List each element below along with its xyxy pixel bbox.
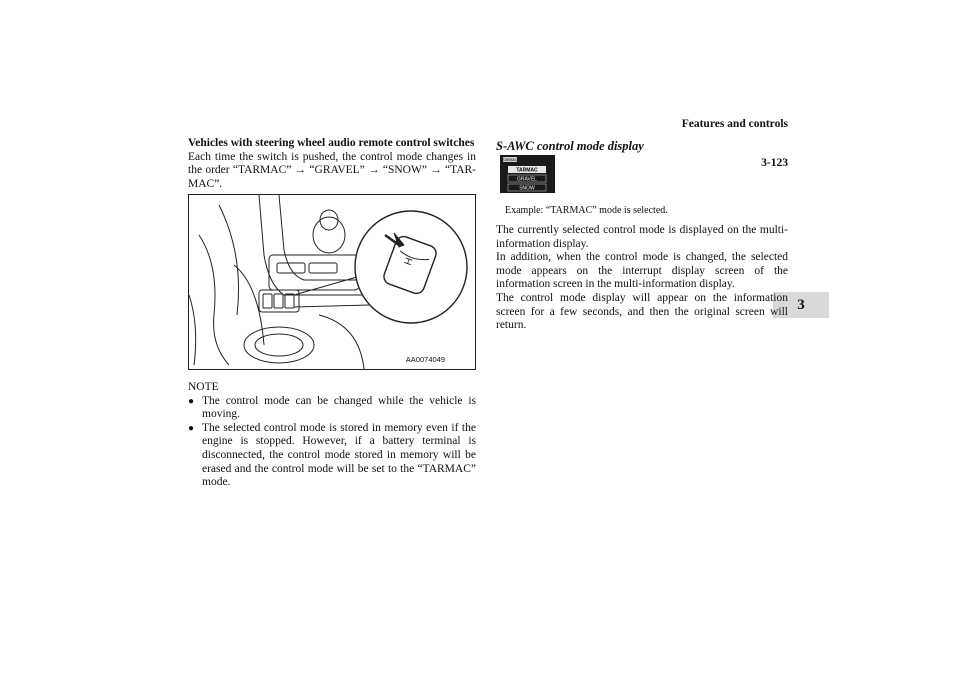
console-line-drawing [189, 195, 475, 369]
console-illustration [188, 194, 476, 370]
display-label-gravel: GRAVEL [517, 176, 537, 183]
display-caption: Example: “TARMAC” mode is selected. [505, 205, 668, 216]
note-item-text: The control mode can be changed while the vehicle is moving. [202, 394, 476, 421]
page-number: 3-123 [761, 157, 788, 169]
chapter-tab: 3 [773, 292, 829, 318]
display-label-tarmac: TARMAC [516, 167, 538, 174]
section-title: Features and controls [681, 118, 788, 130]
paragraph: In addition, when the control mode is changed, the selected mode appears on the interrupt display screen of the information screen in the multi-information display. [496, 251, 788, 291]
note-title: NOTE [188, 381, 219, 393]
note-block [188, 381, 476, 490]
display-label-header: TARMAC [502, 158, 518, 162]
mode-display-illustration [500, 155, 555, 193]
figure-code: AA0074049 [405, 355, 445, 364]
switch-heading: Vehicles with steering wheel audio remote control switches [188, 137, 475, 149]
svg-text:H: H [400, 255, 414, 267]
note-item [188, 422, 476, 490]
bullet-icon: ● [188, 395, 195, 407]
intro-paragraph: Each time the switch is pushed, the control mode changes in the order “TARMAC” → “GRAVEL” → “SNOW” → “TAR-MAC”. [188, 150, 476, 190]
left-column-text [188, 137, 476, 191]
bullet-icon: ● [188, 422, 195, 434]
display-heading: S-AWC control mode display [496, 139, 644, 153]
paragraph: The control mode display will appear on the information screen for a few seconds, and then the original screen will return. [496, 291, 788, 332]
display-label-snow: SNOW [519, 185, 535, 192]
note-item [188, 395, 476, 422]
display-screen [500, 155, 555, 193]
paragraph: The currently selected control mode is displayed on the multi-information display. [496, 224, 788, 250]
note-item-text: The selected control mode is stored in memory even if the engine is stopped. However, if a battery terminal is disconnected, the control mode stored in memory will be erased and the control mode will be set to the “TARMAC” mode. [202, 421, 476, 489]
right-column-text [496, 224, 788, 333]
